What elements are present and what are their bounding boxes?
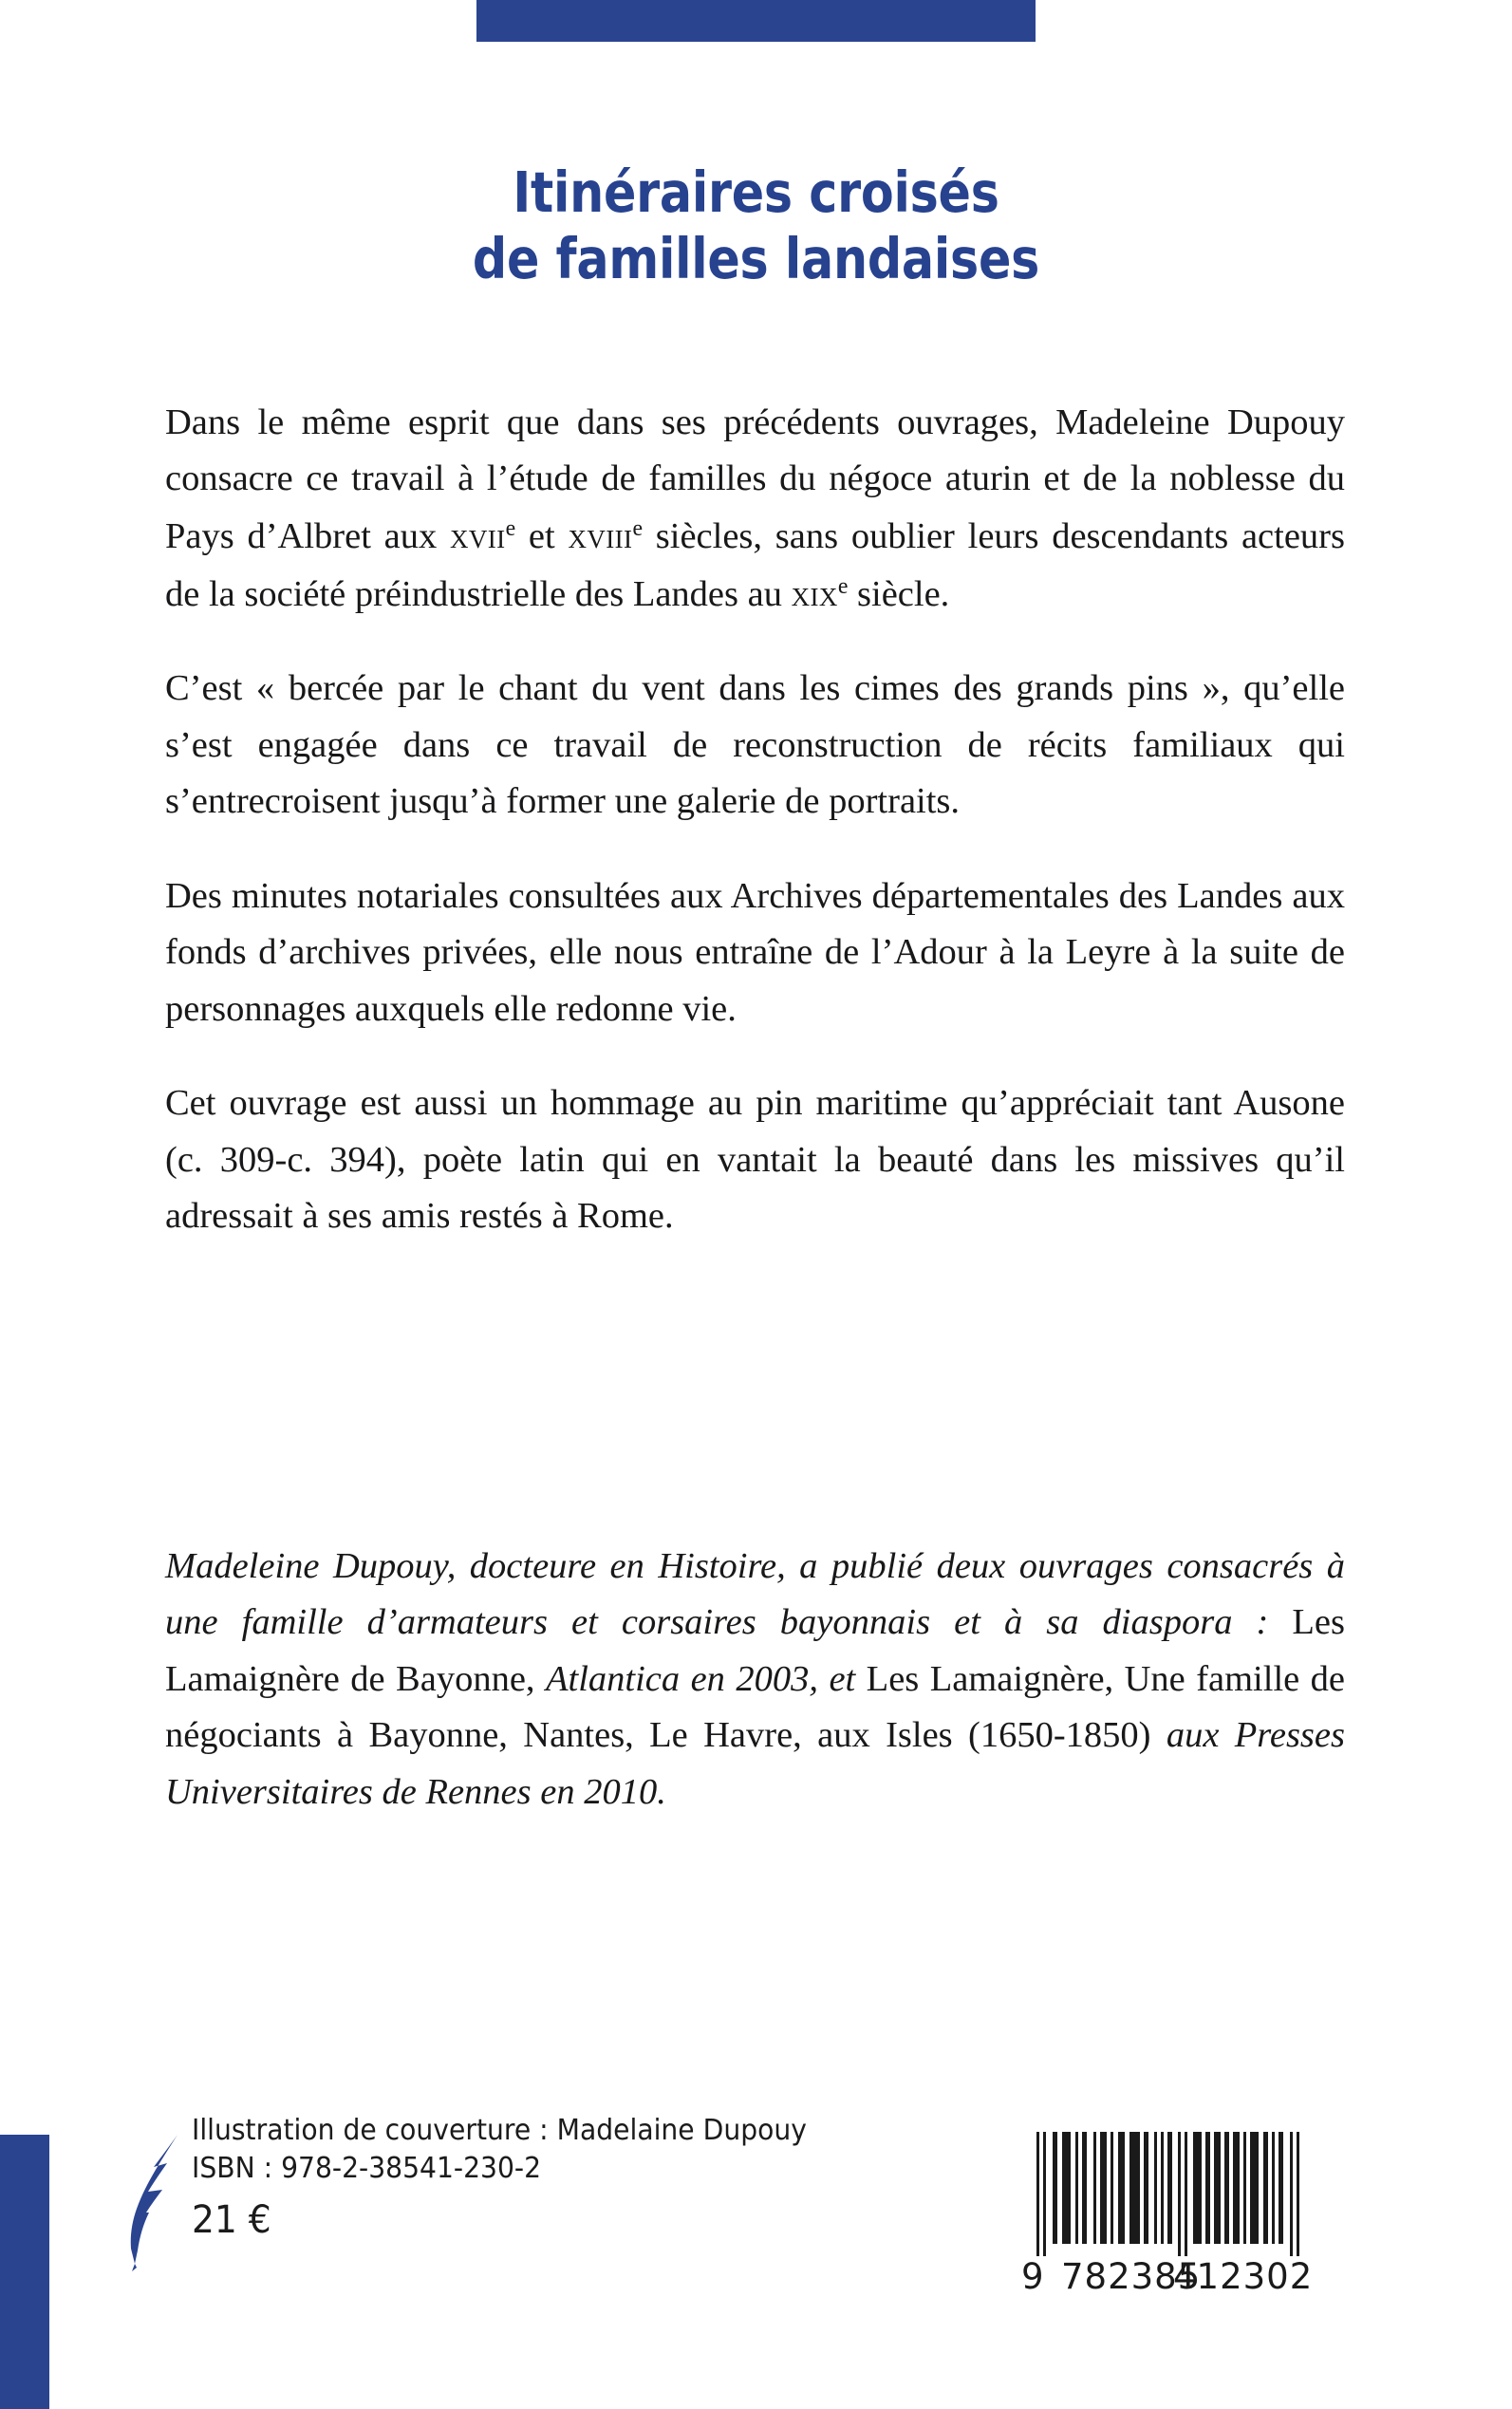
bio-segment-5: aux Presses Universitaires de Rennes en 2010. — [165, 1715, 1345, 1812]
century-xix: xix — [791, 572, 838, 614]
century-xvii: xvii — [449, 514, 506, 556]
footer-credits — [192, 2112, 807, 2245]
blurb-p1-part-4: siècle. — [848, 573, 950, 614]
title-line-1: Itinéraires croisés — [513, 159, 999, 225]
spine-edge-strip — [0, 2135, 49, 2409]
blurb-p1-part-1: Dans le même esprit que dans ses précédents ouvrages, Madeleine Dupouy consacre ce travail à l’étude de familles du négoce aturin et de la noblesse du Pays d’Albret aux — [165, 402, 1345, 556]
blurb-p1-part-3: siècles, sans oublier leurs descendants acteurs de la société préindustrielle des Landes au — [165, 515, 1345, 614]
isbn-line: ISBN : 978-2-38541-230-2 — [192, 2152, 542, 2186]
barcode-lead-digit: 9 — [1021, 2256, 1045, 2297]
barcode-left-group: 782385 — [1061, 2256, 1202, 2297]
blurb-paragraph-1 — [165, 395, 1345, 623]
blurb-paragraph-2: C’est « bercée par le chant du vent dans les cimes des grands pins », qu’elle s’est engagée dans ce travail de reconstruction de récits familiaux qui s’entrecroisent jusqu’à former une galerie de portraits. — [165, 668, 1345, 822]
cover-illustration-credit: Illustration de couverture : Madelaine Dupouy — [192, 2114, 807, 2147]
page-title — [106, 159, 1407, 294]
bio-book-title-2: Les Lamaignère, Une famille de négociants à Bayonne, Nantes, Le Havre, aux Isles (1650-1850) — [165, 1658, 1346, 1756]
feather-quill-icon — [125, 2129, 182, 2271]
bio-book-title-1: Les Lamaignère de Bayonne, — [165, 1602, 1345, 1699]
spine-color-bar — [476, 0, 1036, 42]
ean13-barcode — [1021, 2132, 1314, 2322]
bio-segment-1: Madeleine Dupouy, docteure en Histoire, a publié deux ouvrages consacrés à une famille d’armateurs et corsaires bayonnais et à sa diaspora : — [165, 1546, 1345, 1643]
barcode-bars — [1021, 2132, 1306, 2256]
century-xviii-ordinal: e — [632, 515, 644, 541]
blurb-paragraph-4: Cet ouvrage est aussi un hommage au pin maritime qu’appréciait tant Ausone (c. 309-c. 394), poète latin qui en vantait la beauté dans les missives qu’il adressait à ses amis restés à Rome. — [165, 1083, 1345, 1236]
blurb-p1-part-2: et — [515, 515, 569, 556]
century-xviii: xviii — [568, 514, 633, 556]
title-line-2: de familles landaises — [472, 226, 1040, 292]
barcode-right-group: 412302 — [1173, 2256, 1314, 2297]
bio-segment-3: Atlantica en 2003, et — [546, 1658, 867, 1699]
century-xvii-ordinal: e — [505, 515, 516, 541]
author-biography — [165, 1539, 1345, 1821]
price-label: 21 € — [192, 2198, 271, 2243]
blurb-paragraph-3: Des minutes notariales consultées aux Archives départementales des Landes aux fonds d’archives privées, elle nous entraîne de l’Adour à la Leyre à la suite de personnages auxquels elle redonne vie. — [165, 875, 1345, 1029]
century-xix-ordinal: e — [837, 573, 849, 599]
blurb-text — [165, 395, 1345, 1244]
barcode-digits — [1021, 2256, 1314, 2300]
